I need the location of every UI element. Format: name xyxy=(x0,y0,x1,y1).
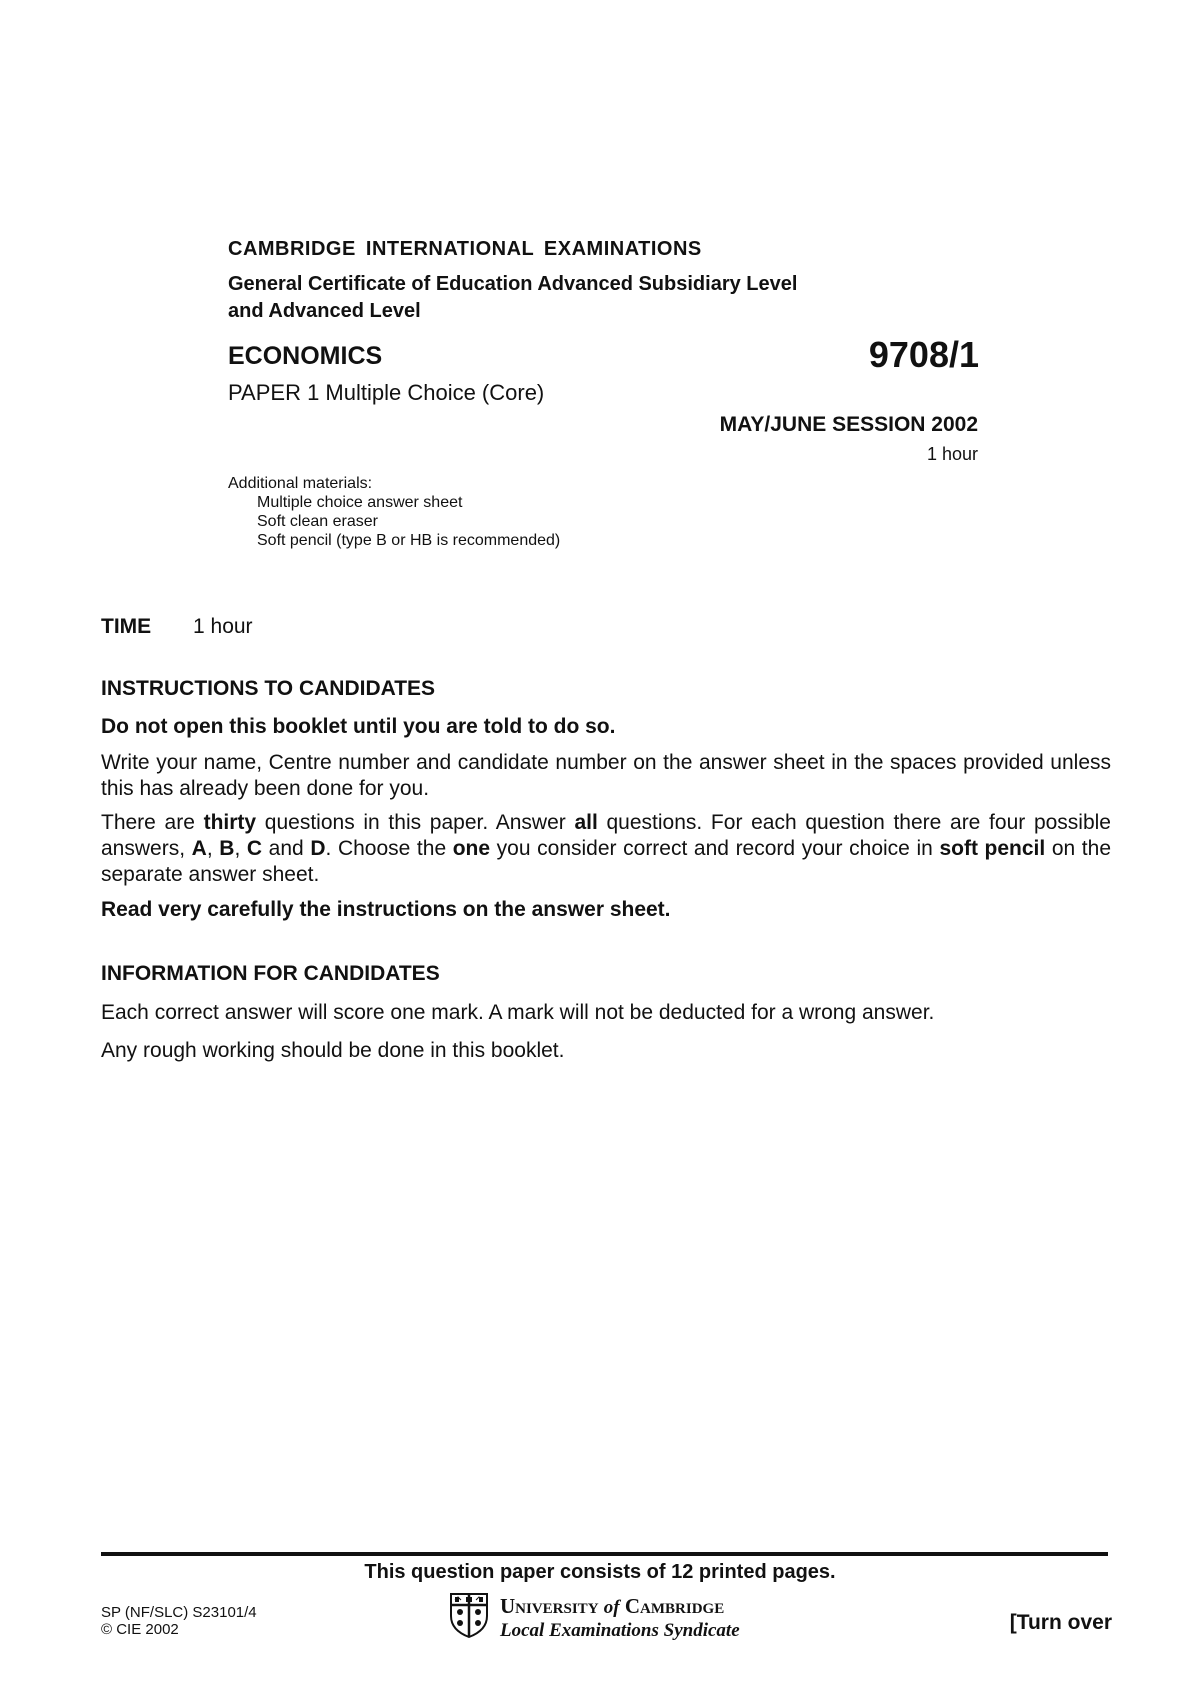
additional-materials xyxy=(228,474,560,550)
time-label: TIME xyxy=(101,615,152,638)
session-label: MAY/JUNE SESSION 2002 xyxy=(719,413,978,436)
paper-title: PAPER 1 Multiple Choice (Core) xyxy=(228,380,545,405)
turn-over-label: [Turn over xyxy=(1009,1611,1112,1634)
organisation-title: CAMBRIDGE INTERNATIONAL EXAMINATIONS xyxy=(228,238,702,260)
syllabus-code: 9708/1 xyxy=(868,334,979,375)
do-not-open-notice: Do not open this booklet until you are told to do so. xyxy=(101,715,616,738)
read-carefully-notice: Read very carefully the instructions on the answer sheet. xyxy=(101,898,671,921)
instructions-heading: INSTRUCTIONS TO CANDIDATES xyxy=(101,677,436,700)
materials-item: Soft pencil (type B or HB is recommended) xyxy=(257,532,561,549)
university-crest-icon xyxy=(449,1592,489,1638)
certificate-line-1: General Certificate of Education Advanced Subsidiary Level xyxy=(228,273,798,295)
materials-label: Additional materials: xyxy=(228,475,373,492)
footer-divider xyxy=(101,1552,1108,1556)
copyright-notice: © CIE 2002 xyxy=(101,1621,179,1638)
paper-reference: SP (NF/SLC) S23101/4 xyxy=(101,1604,257,1621)
questions-instruction: There are thirty questions in this paper. Answer all questions. For each question there are four possible answers, A, B, C and D. Choose the one you consider correct and record your choice in soft pencil on the separate answer sheet. xyxy=(101,811,1112,886)
write-name-instruction: Write your name, Centre number and candidate number on the answer sheet in the spaces provided unless this has already been done for you. xyxy=(101,751,1111,800)
rough-working-information: Any rough working should be done in this booklet. xyxy=(101,1039,565,1062)
subject-title: ECONOMICS xyxy=(228,342,383,370)
scoring-information: Each correct answer will score one mark. A mark will not be deducted for a wrong answer. xyxy=(101,1001,935,1024)
materials-item: Multiple choice answer sheet xyxy=(257,494,463,511)
certificate-line-2: and Advanced Level xyxy=(228,300,421,322)
syndicate-name: Local Examinations Syndicate xyxy=(500,1620,740,1641)
materials-item: Soft clean eraser xyxy=(257,513,378,530)
duration-label: 1 hour xyxy=(926,444,978,464)
pages-note: This question paper consists of 12 printed pages. xyxy=(364,1561,836,1583)
university-name: University of Cambridge xyxy=(500,1594,725,1618)
time-value: 1 hour xyxy=(193,615,253,638)
information-heading: INFORMATION FOR CANDIDATES xyxy=(101,962,440,985)
